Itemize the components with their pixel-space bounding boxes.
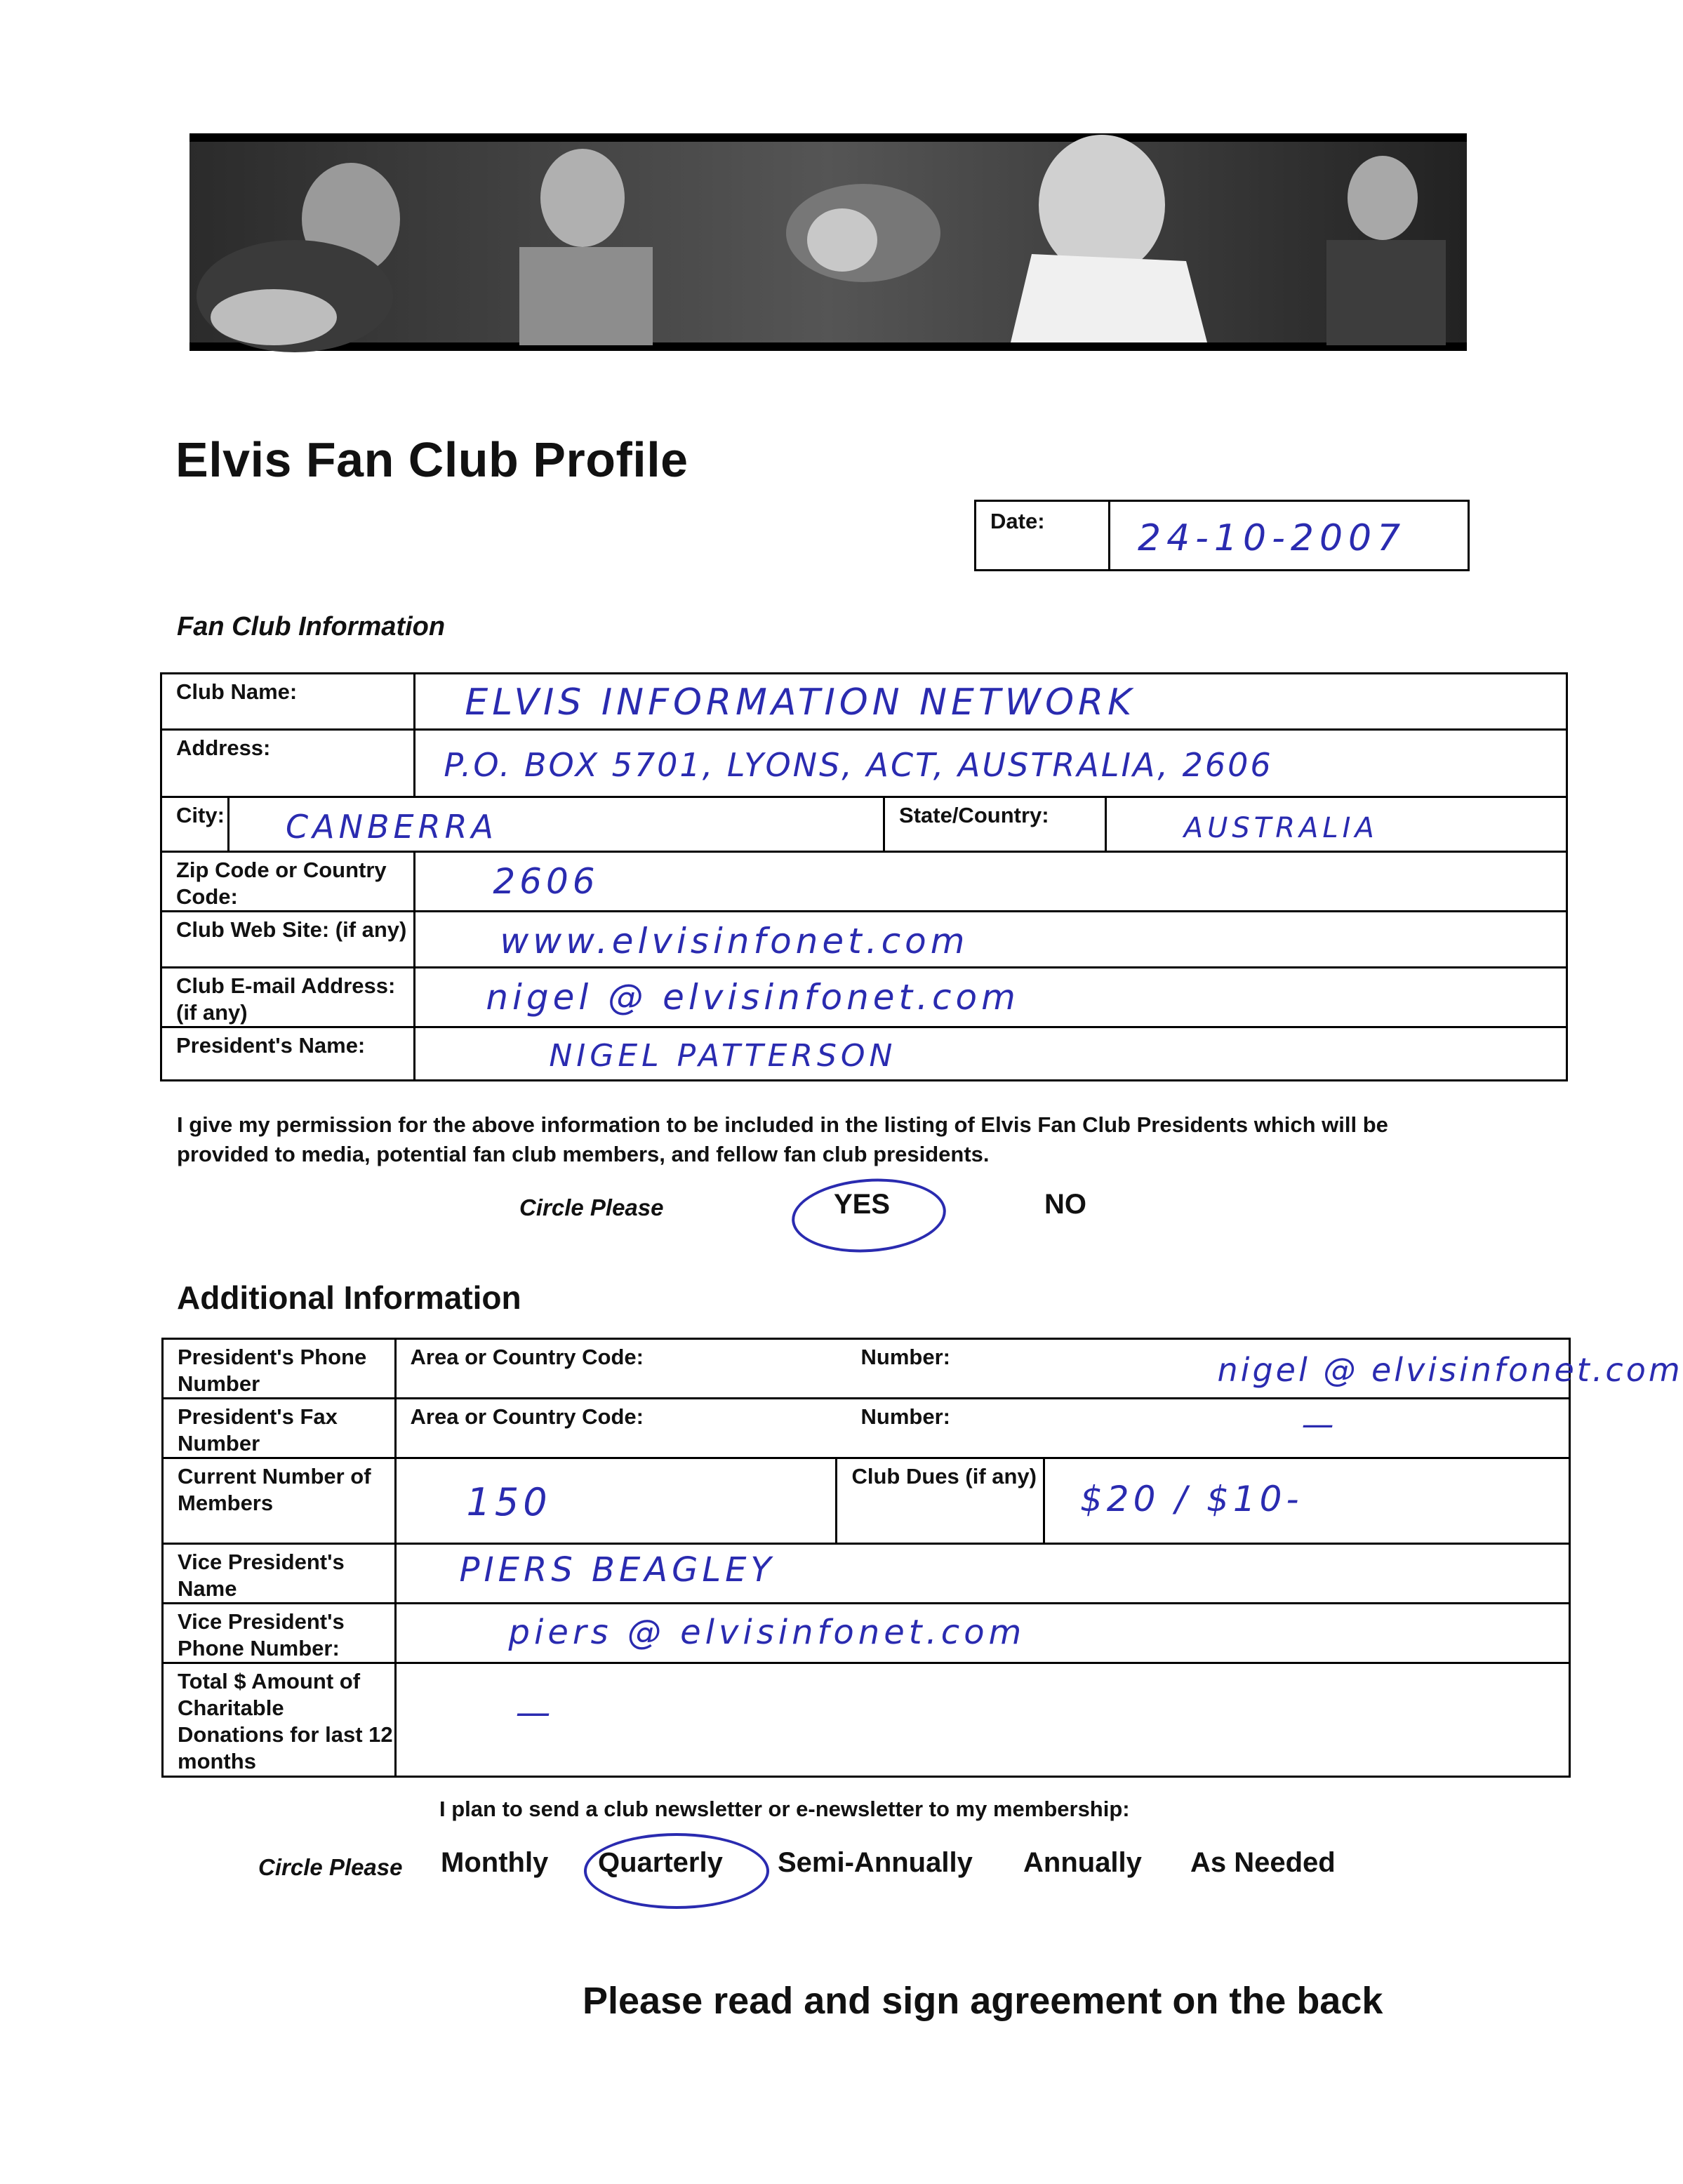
footer-note: Please read and sign agreement on the back bbox=[583, 1980, 1383, 2022]
phone-label-cell bbox=[163, 1339, 396, 1399]
email-label: Club E-mail Address: (if any) bbox=[176, 973, 396, 1025]
president-label: President's Name: bbox=[176, 1033, 366, 1058]
date-value[interactable]: 24-10-2007 bbox=[1138, 517, 1406, 559]
donations-field[interactable] bbox=[395, 1663, 1569, 1777]
no-option[interactable]: NO bbox=[1044, 1189, 1086, 1220]
date-divider bbox=[1108, 502, 1110, 569]
club-name-label-cell bbox=[161, 674, 415, 730]
members-field[interactable] bbox=[395, 1458, 837, 1544]
zip-label: Zip Code or Country Code: bbox=[176, 858, 387, 909]
email-label-cell bbox=[161, 968, 415, 1027]
permission-circle-label: Circle Please bbox=[519, 1194, 664, 1220]
date-box bbox=[974, 500, 1470, 571]
email-field[interactable] bbox=[415, 968, 1567, 1027]
zip-label-cell bbox=[161, 852, 415, 912]
president-label-cell bbox=[161, 1027, 415, 1081]
date-label: Date: bbox=[990, 509, 1045, 533]
vp-phone-value[interactable]: piers @ elvisinfonet.com bbox=[508, 1613, 1026, 1652]
fan-club-info-table bbox=[160, 672, 1568, 1081]
city-label-cell bbox=[161, 797, 229, 852]
page-title: Elvis Fan Club Profile bbox=[175, 432, 688, 487]
dues-field[interactable] bbox=[1044, 1458, 1569, 1544]
zip-value[interactable]: 2606 bbox=[493, 861, 599, 902]
state-country-value[interactable]: AUSTRALIA bbox=[1183, 812, 1378, 844]
vp-phone-label-cell bbox=[163, 1604, 396, 1663]
elvis-photo-banner bbox=[189, 133, 1467, 351]
president-value[interactable]: NIGEL PATTERSON bbox=[549, 1038, 897, 1074]
fax-field[interactable] bbox=[395, 1399, 1569, 1458]
newsletter-option-annually[interactable]: Annually bbox=[1023, 1847, 1142, 1878]
state-country-label-cell bbox=[884, 797, 1106, 852]
members-label: Current Number of Members bbox=[178, 1464, 371, 1515]
fax-number-label: Number: bbox=[860, 1404, 950, 1429]
website-value[interactable]: www.elvisinfonet.com bbox=[500, 921, 969, 961]
vp-phone-field[interactable] bbox=[395, 1604, 1569, 1663]
zip-field[interactable] bbox=[415, 852, 1567, 912]
donations-label: Total $ Amount of Charitable Donations for last 12 months bbox=[178, 1669, 393, 1773]
donations-label-cell bbox=[163, 1663, 396, 1777]
phone-number-value[interactable]: nigel @ elvisinfonet.com bbox=[1217, 1351, 1683, 1389]
fan-club-info-heading: Fan Club Information bbox=[177, 612, 446, 641]
email-value[interactable]: nigel @ elvisinfonet.com bbox=[486, 977, 1020, 1018]
newsletter-option-as-needed[interactable]: As Needed bbox=[1190, 1847, 1336, 1878]
members-value[interactable]: 150 bbox=[466, 1480, 552, 1524]
vp-name-label: Vice President's Name bbox=[178, 1550, 345, 1601]
newsletter-option-monthly[interactable]: Monthly bbox=[441, 1847, 549, 1878]
yes-option[interactable]: YES bbox=[834, 1189, 891, 1220]
permission-text: I give my permission for the above information to be included in the listing of Elvis Fan Club Presidents which will be provided to media, potential fan club members, and fellow fan club presidents. bbox=[177, 1112, 1388, 1166]
additional-info-heading: Additional Information bbox=[177, 1279, 521, 1316]
club-name-field[interactable] bbox=[415, 674, 1567, 730]
dues-label-cell bbox=[837, 1458, 1044, 1544]
fax-label-cell bbox=[163, 1399, 396, 1458]
phone-number-label: Number: bbox=[860, 1345, 950, 1369]
state-country-field[interactable] bbox=[1105, 797, 1566, 852]
newsletter-option-semi-annually[interactable]: Semi-Annually bbox=[778, 1847, 973, 1878]
phone-area-label: Area or Country Code: bbox=[410, 1345, 644, 1369]
city-value[interactable]: CANBERRA bbox=[285, 808, 498, 846]
fax-number-value[interactable]: — bbox=[1301, 1405, 1338, 1443]
banner-photo-collage bbox=[189, 142, 1467, 342]
phone-label: President's Phone Number bbox=[178, 1345, 367, 1396]
dues-label: Club Dues (if any) bbox=[851, 1464, 1037, 1489]
website-label: Club Web Site: (if any) bbox=[176, 917, 407, 942]
vp-name-field[interactable] bbox=[395, 1544, 1569, 1604]
club-name-value[interactable]: ELVIS INFORMATION NETWORK bbox=[465, 681, 1136, 724]
city-label: City: bbox=[176, 803, 225, 827]
state-country-label: State/Country: bbox=[899, 803, 1049, 827]
fax-label: President's Fax Number bbox=[178, 1404, 338, 1456]
vp-name-label-cell bbox=[163, 1544, 396, 1604]
website-label-cell bbox=[161, 912, 415, 968]
vp-name-value[interactable]: PIERS BEAGLEY bbox=[459, 1550, 776, 1590]
members-label-cell bbox=[163, 1458, 396, 1544]
phone-field[interactable] bbox=[395, 1339, 1683, 1399]
address-field[interactable] bbox=[415, 730, 1567, 797]
additional-info-table bbox=[161, 1338, 1683, 1778]
newsletter-circle-label: Circle Please bbox=[258, 1854, 403, 1880]
website-field[interactable] bbox=[415, 912, 1567, 968]
vp-phone-label: Vice President's Phone Number: bbox=[178, 1609, 345, 1660]
fax-area-label: Area or Country Code: bbox=[410, 1404, 644, 1429]
club-name-label: Club Name: bbox=[176, 679, 298, 704]
city-field[interactable] bbox=[228, 797, 884, 852]
address-value[interactable]: P.O. BOX 5701, LYONS, ACT, AUSTRALIA, 2606 bbox=[444, 746, 1273, 784]
address-label-cell bbox=[161, 730, 415, 797]
address-label: Address: bbox=[176, 735, 271, 760]
dues-value[interactable]: $20 / $10- bbox=[1079, 1479, 1303, 1519]
newsletter-option-quarterly[interactable]: Quarterly bbox=[598, 1847, 723, 1878]
newsletter-text: I plan to send a club newsletter or e-newsletter to my membership: bbox=[439, 1797, 1130, 1821]
donations-value[interactable]: — bbox=[515, 1692, 555, 1733]
president-field[interactable] bbox=[415, 1027, 1567, 1081]
